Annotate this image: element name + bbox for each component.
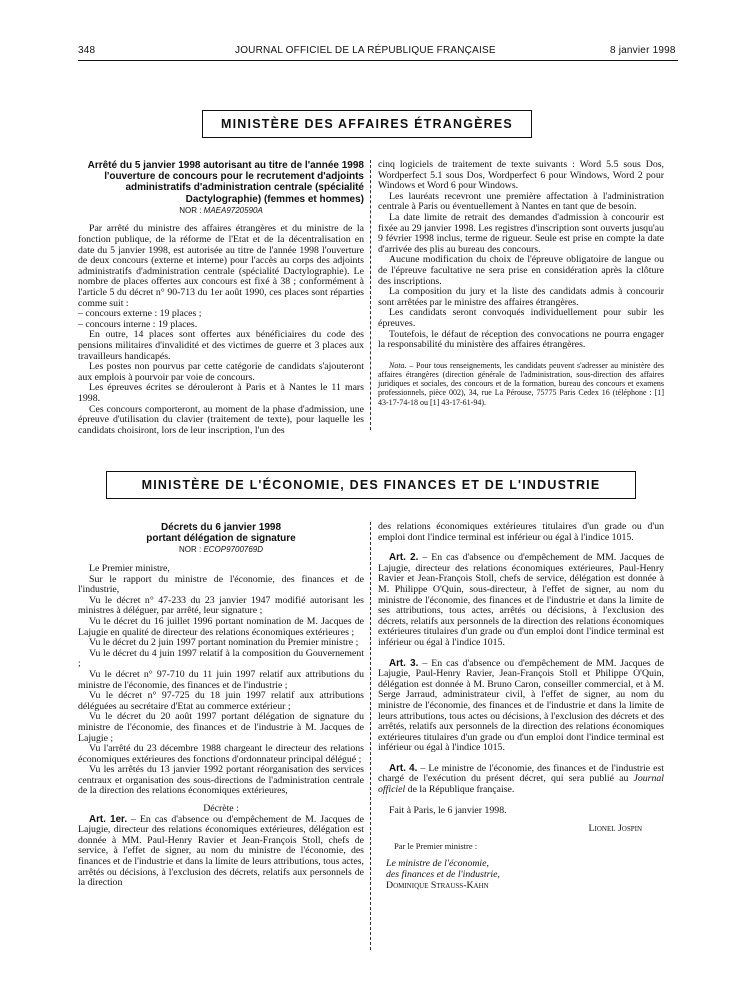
paragraph: Les postes non pourvus par cette catégorie de candidats s'ajouteront aux emplois à pourvoir par voie de concours. <box>78 361 364 383</box>
paragraph: Vu le décret du 2 juin 1997 portant nomination du Premier ministre ; <box>89 637 359 649</box>
decree-nor <box>78 545 364 556</box>
header-rule <box>78 60 678 61</box>
paragraph: Vu le décret n° 47-233 du 23 janvier 1947 modifié autorisant les ministres à déléguer, par arrêté, leur signature ; <box>78 594 364 617</box>
article-4-label: Art. 4. <box>389 762 418 774</box>
article-1-text: – En cas d'absence ou d'empêchement de M. Jacques de Lajugie, directeur des relations économiques extérieures, délégation est donnée à MM. Paul-Henry Ravier et Jean-François Stoll, chefs de service, à l'effet de signer, au nom du ministre de l'économie, des finances et de l'industrie et dans la limite de leurs attributions, tous actes, arrêtés ou décisions, à l'exclusion des décrets, relatifs aux personnels de la direction <box>78 813 364 889</box>
article-2-text: – En cas d'absence ou d'empêchement de MM. Jacques de Lajugie, directeur des relations économiques extérieures, Paul-Henry Ravier et Jean-François Stoll, chefs de service, délégation est donnée à M. Philippe O'Quin, sous-directeur, à l'effet de signer, au nom du ministre de l'économie, des finances et de l'industrie et dans la limite de ses attributions, tous actes, arrêtés ou décisions, à l'exclusion des décrets, relatifs aux personnels de la direction des relations économiques extérieures titulaires d'un grade ou d'un emploi dont l'indice terminal est inférieur ou égal à l'indice 1015. <box>378 552 664 648</box>
minister-title-1: Le ministre de l'économie, <box>386 858 489 870</box>
article-3-label: Art. 3. <box>389 657 419 669</box>
article-1 <box>78 815 364 889</box>
paragraph: des relations économiques extérieures titulaires d'un grade ou d'un emploi dont l'indice terminal est inférieur ou égal à l'indice 1015. <box>378 521 664 543</box>
arrete-nor <box>78 206 364 217</box>
list-item: – concours externe : 19 places ; <box>78 308 202 320</box>
column-divider <box>370 522 371 950</box>
decree-subtitle: portant délégation de signature <box>146 533 296 545</box>
paragraph: Vu le décret n° 97-725 du 18 juin 1997 relatif aux attributions déléguées au secrétaire d'Etat au commerce extérieur ; <box>78 690 364 712</box>
paragraph: Vu l'arrêté du 23 décembre 1988 chargeant le directeur des relations économiques extérieures des fonctions d'ordonnateur principal délégué ; <box>78 743 364 765</box>
paragraph: Vu les arrêtés du 13 janvier 1992 portant réorganisation des services centraux et organisation des sous-directions de l'administration centrale de la direction des relations économiques extérieures, <box>78 764 364 797</box>
paragraph: En outre, 14 places sont offertes aux bénéficiaires du code des pensions militaires d'invalidité et des victimes de guerre et 3 places aux travailleurs handicapés. <box>78 329 364 362</box>
issue-date: 8 janvier 1998 <box>610 45 676 56</box>
article-1-label: Art. 1er. <box>89 813 128 825</box>
par-le-premier-ministre: Par le Premier ministre : <box>394 840 478 851</box>
minister-title-2: des finances et de l'industrie, <box>386 869 500 881</box>
paragraph: Le Premier ministre, <box>89 563 170 574</box>
paragraph: cinq logiciels de traitement de texte suivants : Word 5.5 sous Dos, Wordperfect 5.1 sous Dos, Wordperfect 6 pour Windows, Word 2 pour Windows et Word 6 pour Windows. <box>378 159 664 192</box>
decrete-line: Décrète : <box>203 803 239 815</box>
paragraph: La composition du jury et la liste des candidats admis à concourir sont arrêtées par le ministre des affaires étrangères. <box>378 286 664 308</box>
nor-label: NOR : <box>179 205 202 215</box>
paragraph: Aucune modification du choix de l'épreuve obligatoire de langue ou de l'épreuve facultative ne sera prise en considération après la clôture des inscriptions. <box>378 254 664 287</box>
paragraph: Vu le décret du 20 août 1997 portant délégation de signature du ministre de l'économie, des finances et de l'industrie à M. Jacques de Lajugie ; <box>78 711 364 744</box>
paragraph: Par arrêté du ministre des affaires étrangères et du ministre de la fonction publique, de la réforme de l'Etat et de la décentralisation en date du 5 janvier 1998, est autorisée au titre de l'année 1998 l'ouverture de deux concours (externe et interne) pour l'accès au corps des adjoints administratifs d'administration centrale (spécialité Dactylographie). Le nombre de places offertes aux concours est fixé à 38 ; conformément à l'article 5 du décret n° 90-713 du 1er août 1990, ces places sont réparties comme suit : <box>78 223 364 309</box>
paragraph: Toutefois, le défaut de réception des convocations ne pourra engager la responsabilité du ministère des affaires étrangères. <box>378 328 664 351</box>
article-4-text: – Le ministre de l'économie, des finances et de l'industrie est chargé de l'exécution du présent décret, qui sera publié au <box>378 762 665 785</box>
nor-code: ECOP9700769D <box>203 545 264 555</box>
paragraph: La date limite de retrait des demandes d'admission à concourir est fixée au 29 janvier 1998. Les registres d'inscription sont ouverts jusqu'au 9 février 1998 inclus, terme de rigueur. Seule est prise en compte la date d'arrivée des plis au bureau des concours. <box>378 211 664 255</box>
paragraph: Les candidats seront convoqués individuellement pour subir les épreuves. <box>378 307 664 329</box>
article-4-end: de la République française. <box>405 784 515 796</box>
article-3-text: – En cas d'absence ou d'empêchement de MM. Jacques de Lajugie, Paul-Henry Ravier, Jean-François Stoll et Philippe O'Quin, délégation est donnée à M. Bruno Caron, conseiller commercial, et à M. Serge Jarraud, administrateur civil, à l'effet de signer, au nom du ministre de l'économie, des finances et de l'industrie et dans la limite de leurs attributions, tous actes ou décisions, à l'exclusion des décrets et des arrêtés, relatifs aux personnels de la direction des relations économiques extérieures titulaires d'un grade ou d'un emploi dont l'indice terminal est inférieur ou égal à l'indice 1015. <box>378 657 664 754</box>
paragraph: Ces concours comporteront, au moment de la phase d'admission, une épreuve d'utilisation du clavier (traitement de texte), pour laquelle les candidats choisiront, lors de leur inscription, l'un des <box>78 403 364 436</box>
list-item: – concours interne : 19 places. <box>78 318 198 330</box>
minister-name: Dominique Strauss-Kahn <box>386 879 489 891</box>
article-2-label: Art. 2. <box>389 552 419 564</box>
section2-left-column <box>78 522 364 889</box>
paragraph: Vu le décret du 4 juin 1997 relatif à la composition du Gouvernement ; <box>78 647 364 670</box>
section1-right-column <box>378 160 664 407</box>
nota-label: Nota. <box>389 360 407 370</box>
signatory-prime-minister: Lionel Jospin <box>588 823 642 835</box>
nor-code: MAEA9720590A <box>203 205 263 215</box>
paragraph: Vu le décret n° 97-710 du 11 juin 1997 relatif aux attributions du ministre de l'économie, des finances et de l'industrie ; <box>78 668 364 691</box>
fait-line: Fait à Paris, le 6 janvier 1998. <box>389 804 507 816</box>
column-divider <box>370 160 371 430</box>
ministry-heading-foreign-affairs: MINISTÈRE DES AFFAIRES ÉTRANGÈRES <box>202 110 532 138</box>
article-2 <box>378 553 664 648</box>
paragraph: Les épreuves écrites se dérouleront à Paris et à Nantes le 11 mars 1998. <box>78 382 364 404</box>
minister-block <box>378 859 664 891</box>
article-3 <box>378 659 664 754</box>
journal-name: Journal officiel <box>378 773 664 796</box>
section2-right-column <box>378 522 664 891</box>
paragraph: Vu le décret du 16 juillet 1996 portant nomination de M. Jacques de Lajugie en qualité de directeur des relations économiques extérieures ; <box>78 615 364 638</box>
nor-label: NOR : <box>178 545 202 555</box>
arrete-title: Arrêté du 5 janvier 1998 autorisant au titre de l'année 1998 l'ouverture de concours pour le recrutement d'adjoints administratifs d'administration centrale (spécialité Dactylographie) (femmes et hommes) <box>87 160 364 205</box>
journal-title: JOURNAL OFFICIEL DE LA RÉPUBLIQUE FRANÇAISE <box>235 45 496 56</box>
paragraph: Les lauréats recevront une première affectation à l'administration centrale à Paris ou éventuellement à Nantes en tant que de besoin. <box>378 190 664 213</box>
paragraph: Sur le rapport du ministre de l'économie, des finances et de l'industrie, <box>78 573 364 596</box>
section1-left-column <box>78 160 364 436</box>
ministry-heading-economy: MINISTÈRE DE L'ÉCONOMIE, DES FINANCES ET DE L'INDUSTRIE <box>106 471 636 499</box>
decree-title: Décrets du 6 janvier 1998 <box>160 522 282 533</box>
article-4 <box>378 764 664 796</box>
nota-text: – Pour tous renseignements, les candidats peuvent s'adresser au ministère des affaires étrangères (direction générale de l'administration, sous-direction des affaires juridiques et sociales, des concours et de la formation, bureau des concours et examens professionnels, pièce 002), 34, rue La Pérouse, 75775 Paris Cedex 16 (téléphone : [1] 43-17-74-18 ou [1] 43-17-61-94). <box>378 360 664 407</box>
nota-block <box>378 361 664 407</box>
page-number: 348 <box>78 45 96 56</box>
